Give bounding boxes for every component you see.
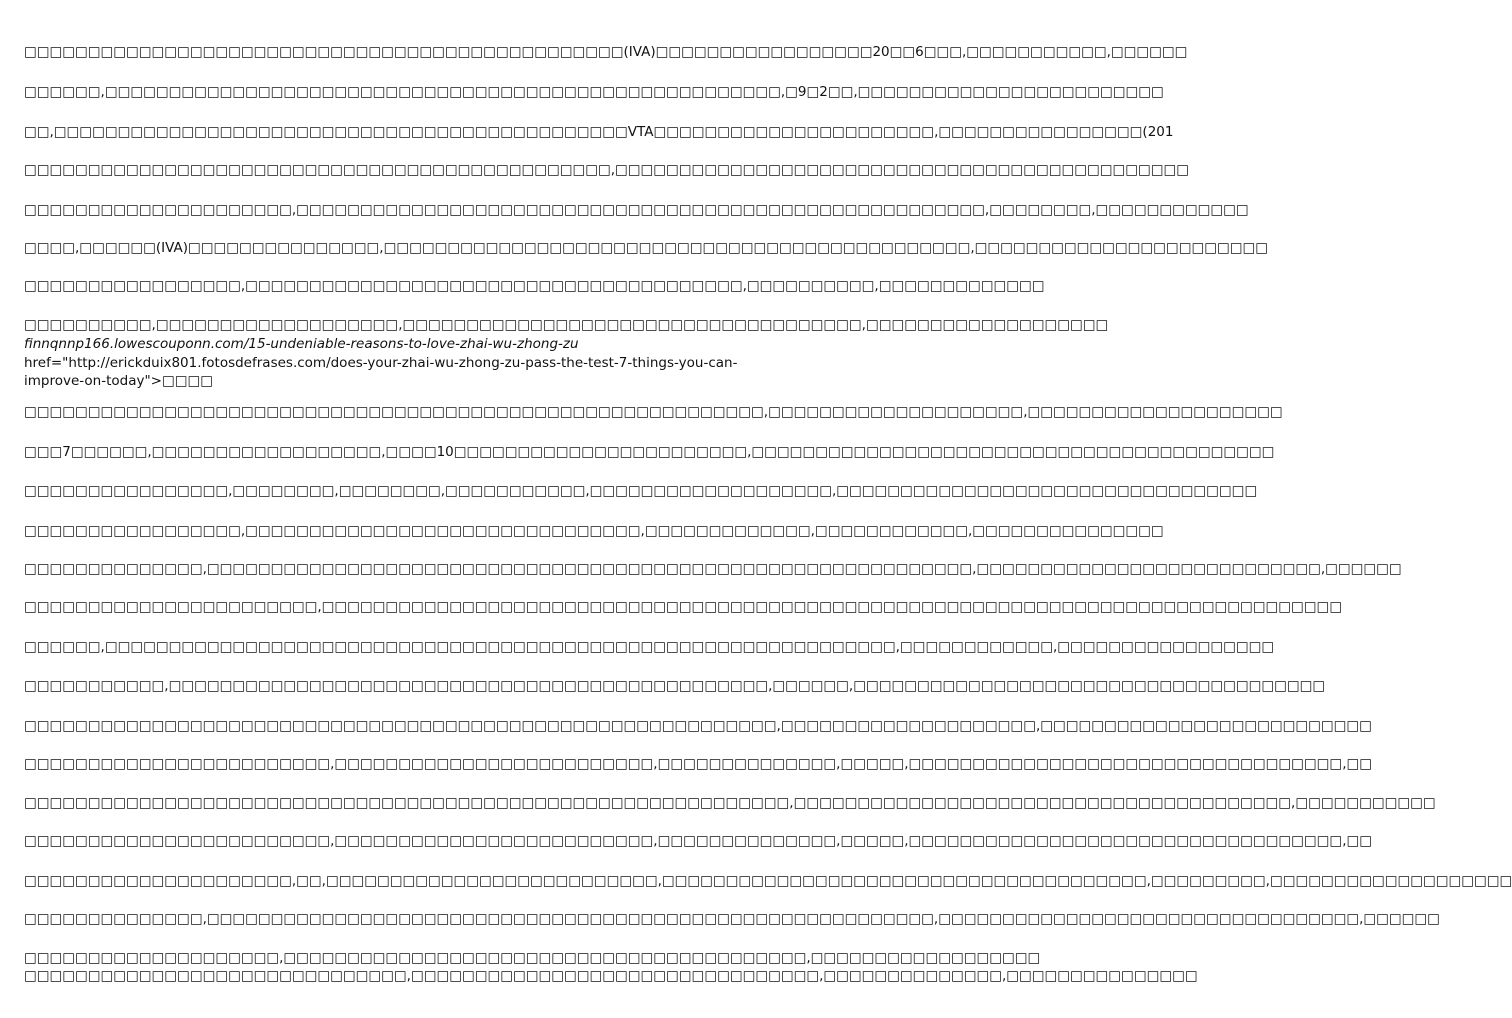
paragraph-line: □□□□□□□□□□□□□□□□□□□□□,□□,□□□□□□□□□□□□□□□□□□□□□□□□□□,□□□□□□□□□□□□□□□□□□□□□□□□□□□□□□□□□□□□□□,□□□□□□□□□,□□□□□□□□□□□□□□□□□□□ <box>24 873 1512 889</box>
paragraph-line: □□□□□□□□□□□□□□□□□□□□□□□,□□□□□□□□□□□□□□□□□□□□□□□□□□□□□□□□□□□□□□□□□□□□□□□□□□□□□□□□□□□□□□□□□□□□□□□□□□□□□□□□ <box>24 599 1343 615</box>
document-body <box>24 0 1512 1018</box>
paragraph-line: □□□□□□□□□□□□□□□□□□□□□□□□□□□□□□□□□□□□□□□□□□□□□□□□□□□□□□□□□□,□□□□□□□□□□□□□□□□□□□□,□□□□□□□□□□□□□□□□□□□□ <box>24 404 1283 420</box>
paragraph-line: □□□7□□□□□□,□□□□□□□□□□□□□□□□□□,□□□□10□□□□□□□□□□□□□□□□□□□□□□□,□□□□□□□□□□□□□□□□□□□□□□□□□□□□□□□□□□□□□□□□□ <box>24 444 1275 460</box>
paragraph-line: □□□□□□,□□□□□□□□□□□□□□□□□□□□□□□□□□□□□□□□□□□□□□□□□□□□□□□□□□□□□,□9□2□□,□□□□□□□□□□□□□□□□□□□□□□□□ <box>24 84 1164 100</box>
paragraph-line: □□□□□□□□□□□□□□,□□□□□□□□□□□□□□□□□□□□□□□□□□□□□□□□□□□□□□□□□□□□□□□□□□□□□□□□□,□□□□□□□□□□□□□□□□□□□□□□□□□□□□□□□□□,□□□□□□ <box>24 911 1440 927</box>
closing-line-1: □□□□□□□□□□□□□□□□□□□□,□□□□□□□□□□□□□□□□□□□□□□□□□□□□□□□□□□□□□□□□□,□□□□□□□□□□□□□□□□□□ <box>24 950 1041 966</box>
paragraph-line: □□□□□□□□□□□□□□□□□□□□□□□□,□□□□□□□□□□□□□□□□□□□□□□□□□,□□□□□□□□□□□□□□,□□□□□,□□□□□□□□□□□□□□□□□□□□□□□□□□□□□□□□□□,□□ <box>24 756 1372 772</box>
paragraph-line: □□□□□□□□□□□,□□□□□□□□□□□□□□□□□□□□□□□□□□□□□□□□□□□□□□□□□□□□□□□,□□□□□□,□□□□□□□□□□□□□□□□□□□□□□□□□□□□□□□□□□□□□ <box>24 678 1326 694</box>
paragraph-line: □□□□□□□□□□□□□□□□□□□□□□□□,□□□□□□□□□□□□□□□□□□□□□□□□□,□□□□□□□□□□□□□□,□□□□□,□□□□□□□□□□□□□□□□□□□□□□□□□□□□□□□□□□,□□ <box>24 833 1372 849</box>
paragraph-line: □□□□□□□□□□□□□□□□□□□□□,□□□□□□□□□□□□□□□□□□□□□□□□□□□□□□□□□□□□□□□□□□□□□□□□□□□□□□,□□□□□□□□,□□□□□□□□□□□□ <box>24 202 1249 218</box>
paragraph-line: □□,□□□□□□□□□□□□□□□□□□□□□□□□□□□□□□□□□□□□□□□□□□□□□VTA□□□□□□□□□□□□□□□□□□□□□□,□□□□□□□□□□□□□□□□(201 <box>24 124 1174 140</box>
closing-line-2: □□□□□□□□□□□□□□□□□□□□□□□□□□□□□□,□□□□□□□□□□□□□□□□□□□□□□□□□□□□□□□□,□□□□□□□□□□□□□□,□□□□□□□□□□□□□□□ <box>24 968 1198 984</box>
paragraph-line: □□□□□□□□□□□□□□□□□□□□□□□□□□□□□□□□□□□□□□□□□□□□□□,□□□□□□□□□□□□□□□□□□□□□□□□□□□□□□□□□□□□□□□□□□□□□ <box>24 162 1190 178</box>
paragraph-line: □□□□□□,□□□□□□□□□□□□□□□□□□□□□□□□□□□□□□□□□□□□□□□□□□□□□□□□□□□□□□□□□□□□□□,□□□□□□□□□□□□,□□□□□□□□□□□□□□□□□ <box>24 639 1275 655</box>
paragraph-line: □□□□□□□□□□□□□□□□□□□□□□□□□□□□□□□□□□□□□□□□□□□□□□□□□□□□□□□□□□□□,□□□□□□□□□□□□□□□□□□□□□□□□□□□□□□□□□□□□□□□,□□□□□□□□□□□ <box>24 795 1436 811</box>
paragraph-line: □□□□□□□□□□□□□□,□□□□□□□□□□□□□□□□□□□□□□□□□□□□□□□□□□□□□□□□□□□□□□□□□□□□□□□□□□□□,□□□□□□□□□□□□□□□□□□□□□□□□□□□,□□□□□□ <box>24 561 1402 577</box>
paragraph-line: □□□□□□□□□□□□□□□□□□□□□□□□□□□□□□□□□□□□□□□□□□□□□□□(IVA)□□□□□□□□□□□□□□□□□20□□6□□□,□□□□□□□□□□□,□□□□□□ <box>24 44 1188 60</box>
href-text: href="http://erickduix801.fotosdefrases.com/does-your-zhai-wu-zhong-zu-pass-the-test-7-things-you-can- <box>24 355 738 371</box>
paragraph-line: □□□□□□□□□□□□□□□□□,□□□□□□□□□□□□□□□□□□□□□□□□□□□□□□□,□□□□□□□□□□□□□,□□□□□□□□□□□□,□□□□□□□□□□□□□□□ <box>24 523 1164 539</box>
paragraph-line: □□□□□□□□□□□□□□□□□□□□□□□□□□□□□□□□□□□□□□□□□□□□□□□□□□□□□□□□□□□,□□□□□□□□□□□□□□□□□□□□,□□□□□□□□□□□□□□□□□□□□□□□□□□ <box>24 718 1372 734</box>
paragraph-line: □□□□□□□□□□□□□□□□,□□□□□□□□,□□□□□□□□,□□□□□□□□□□□,□□□□□□□□□□□□□□□□□□□,□□□□□□□□□□□□□□□□□□□□□□□□□□□□□□□□□ <box>24 483 1258 499</box>
href-text-end: improve-on-today">□□□□ <box>24 373 214 389</box>
paragraph-line: □□□□□□□□□□□□□□□□□,□□□□□□□□□□□□□□□□□□□□□□□□□□□□□□□□□□□□□□□,□□□□□□□□□□,□□□□□□□□□□□□□ <box>24 278 1045 294</box>
mixed-block-line-1: □□□□□□□□□□,□□□□□□□□□□□□□□□□□□□,□□□□□□□□□□□□□□□□□□□□□□□□□□□□□□□□□□□□,□□□□□□□□□□□□□□□□□□□ <box>24 317 1109 333</box>
link-text[interactable]: finnqnnp166.lowescouponn.com/15-undeniable-reasons-to-love-zhai-wu-zhong-zu <box>24 336 579 352</box>
paragraph-line: □□□□,□□□□□□(IVA)□□□□□□□□□□□□□□□,□□□□□□□□□□□□□□□□□□□□□□□□□□□□□□□□□□□□□□□□□□□□□□,□□□□□□□□□□□□□□□□□□□□□□□ <box>24 240 1268 256</box>
